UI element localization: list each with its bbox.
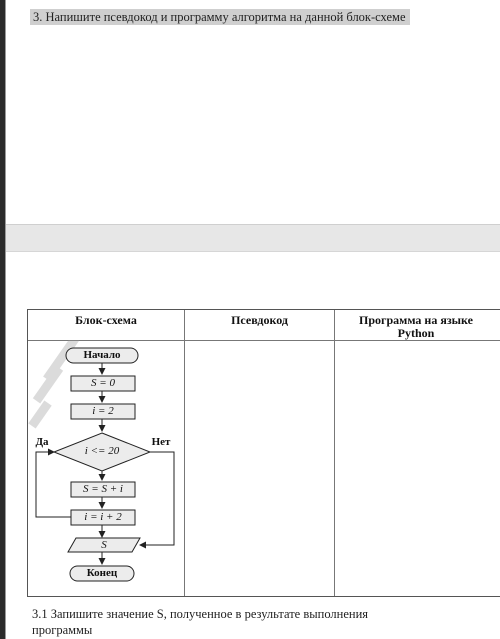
flowchart-sum-label: S = S + i <box>83 483 123 495</box>
flowchart-assign-s-label: S = 0 <box>91 377 115 389</box>
flowchart <box>28 340 184 596</box>
table-header-pseudocode: Псевдокод <box>231 313 288 327</box>
flowchart-start-label: Начало <box>83 349 121 361</box>
flowchart-increment-label: i = i + 2 <box>84 511 122 523</box>
flowchart-no-label: Нет <box>151 436 171 448</box>
section-divider <box>6 224 500 252</box>
left-border-shadow <box>5 0 6 639</box>
flowchart-assign-i-label: i = 2 <box>92 405 114 417</box>
table-header-flowchart: Блок-схема <box>75 313 137 327</box>
flowchart-output-label: S <box>101 539 107 551</box>
python-cell[interactable] <box>335 341 500 597</box>
flowchart-condition-label: i <= 20 <box>84 445 120 457</box>
flowchart-end-label: Конец <box>86 567 118 579</box>
subtask-text: 3.1 Запишите значение S, полученное в результате выполнения программы <box>32 607 369 637</box>
flowchart-yes-label: Да <box>35 436 49 448</box>
pseudocode-cell[interactable] <box>185 341 334 597</box>
section-divider-edge <box>6 251 500 252</box>
task-title: 3. Напишите псевдокод и программу алгоритма на данной блок-схеме <box>33 10 406 24</box>
table-header-python: Программа на языке Python <box>359 313 473 340</box>
